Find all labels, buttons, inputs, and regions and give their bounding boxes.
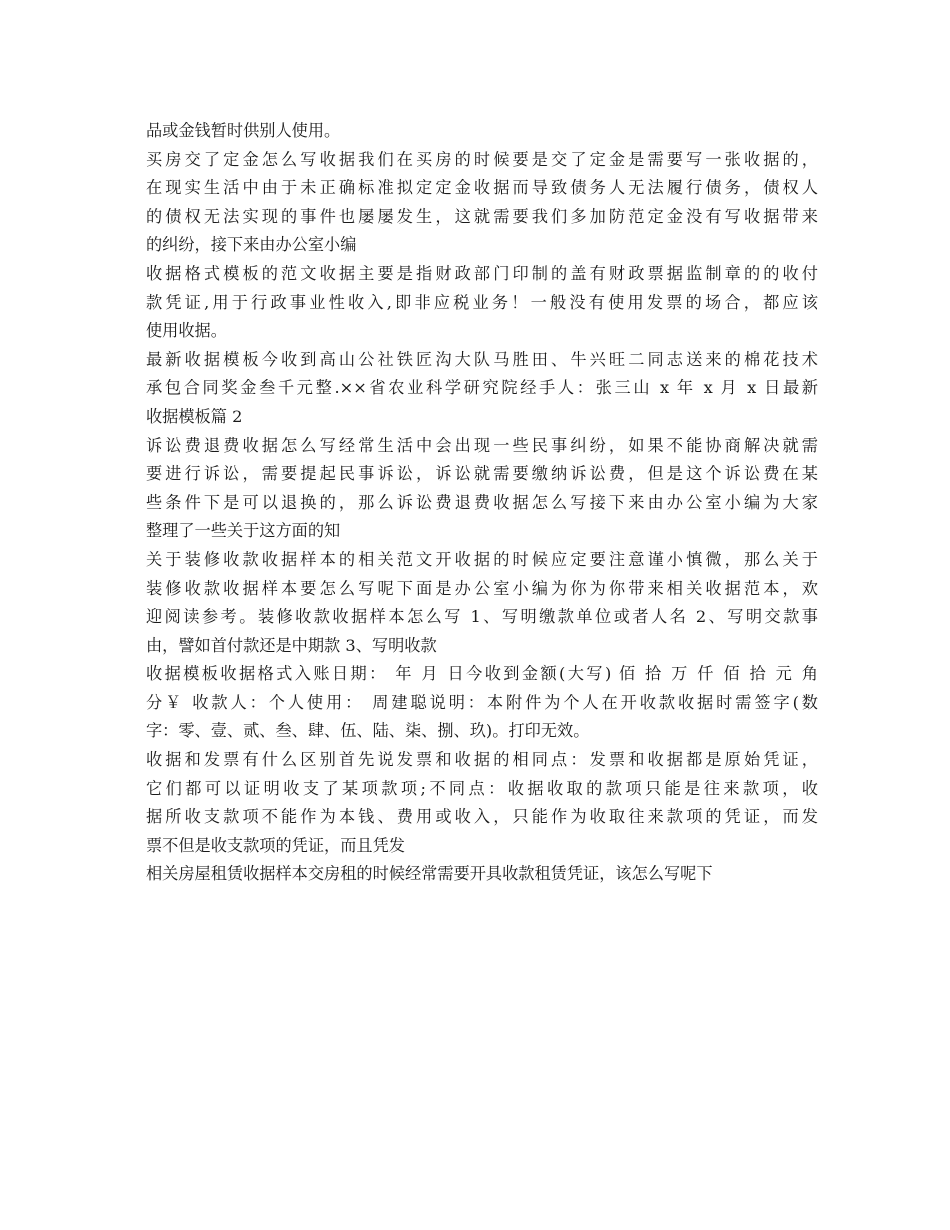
- text-line: 承包合同奖金叁千元整.××省农业科学研究院经手人：张三山 x 年 x 月 x 日最新: [146, 378, 818, 398]
- text-line: 买房交了定金怎么写收据我们在买房的时候要是交了定金是需要写一张收据的，: [146, 149, 818, 169]
- paragraph: [146, 860, 818, 889]
- text-line: 些条件下是可以退换的，那么诉讼费退费收据怎么写接下来由办公室小编为大家: [146, 492, 818, 512]
- text-line: 相关房屋租赁收据样本交房租的时候经常需要开具收款租赁凭证，该怎么写呢下: [146, 864, 713, 884]
- text-line: 收据模板篇 2: [146, 406, 243, 426]
- text-line: 迎阅读参考。装修收款收据样本怎么写 1、写明缴款单位或者人名 2、写明交款事: [146, 607, 818, 627]
- paragraph: [146, 260, 818, 346]
- paragraph: [146, 117, 818, 146]
- text-line: 收据模板收据格式入账日期： 年 月 日今收到金额(大写) 佰 拾 万 仟 佰 拾 元 角: [146, 664, 818, 684]
- text-line: 收据和发票有什么区别首先说发票和收据的相同点：发票和收据都是原始凭证，: [146, 750, 818, 770]
- paragraph: [146, 746, 818, 860]
- text-line: 它们都可以证明收支了某项款项;不同点：收据收取的款项只能是往来款项，收: [146, 778, 818, 798]
- text-line: 最新收据模板今收到高山公社铁匠沟大队马胜田、牛兴旺二同志送来的棉花技术: [146, 349, 818, 369]
- text-line: 票不但是收支款项的凭证，而且凭发: [146, 835, 405, 855]
- text-line: 款凭证,用于行政事业性收入,即非应税业务！一般没有使用发票的场合，都应该: [146, 292, 818, 312]
- text-line: 装修收款收据样本要怎么写呢下面是办公室小编为你为你带来相关收据范本，欢: [146, 578, 818, 598]
- text-line: 收据格式模板的范文收据主要是指财政部门印制的盖有财政票据监制章的的收付: [146, 263, 818, 283]
- text-line: 的债权无法实现的事件也屡屡发生，这就需要我们多加防范定金没有写收据带来: [146, 206, 818, 226]
- document-page: [146, 117, 818, 889]
- text-line: 关于装修收款收据样本的相关范文开收据的时候应定要注意谨小慎微，那么关于: [146, 549, 818, 569]
- text-line: 在现实生活中由于未正确标准拟定定金收据而导致债务人无法履行债务，债权人: [146, 178, 818, 198]
- text-line: 要进行诉讼，需要提起民事诉讼，诉讼就需要缴纳诉讼费，但是这个诉讼费在某: [146, 464, 818, 484]
- paragraph: [146, 146, 818, 260]
- text-line: 的纠纷，接下来由办公室小编: [146, 235, 357, 255]
- paragraph: [146, 660, 818, 746]
- paragraph: [146, 432, 818, 546]
- text-line: 据所收支款项不能作为本钱、费用或收入，只能作为收取往来款项的凭证，而发: [146, 807, 818, 827]
- paragraph: [146, 346, 818, 432]
- text-line: 品或金钱暂时供别人使用。: [146, 121, 341, 140]
- text-line: 字：零、壹、贰、叁、肆、伍、陆、柒、捌、玖)。打印无效。: [146, 721, 590, 741]
- text-line: 整理了一些关于这方面的知: [146, 521, 341, 541]
- paragraph: [146, 546, 818, 660]
- text-line: 由，譬如首付款还是中期款 3、写明收款: [146, 635, 437, 655]
- text-line: 诉讼费退费收据怎么写经常生活中会出现一些民事纠纷，如果不能协商解决就需: [146, 435, 818, 455]
- text-line: 分￥ 收款人：个人使用： 周建聪说明：本附件为个人在开收款收据时需签字(数: [146, 692, 818, 712]
- text-line: 使用收据。: [146, 321, 227, 341]
